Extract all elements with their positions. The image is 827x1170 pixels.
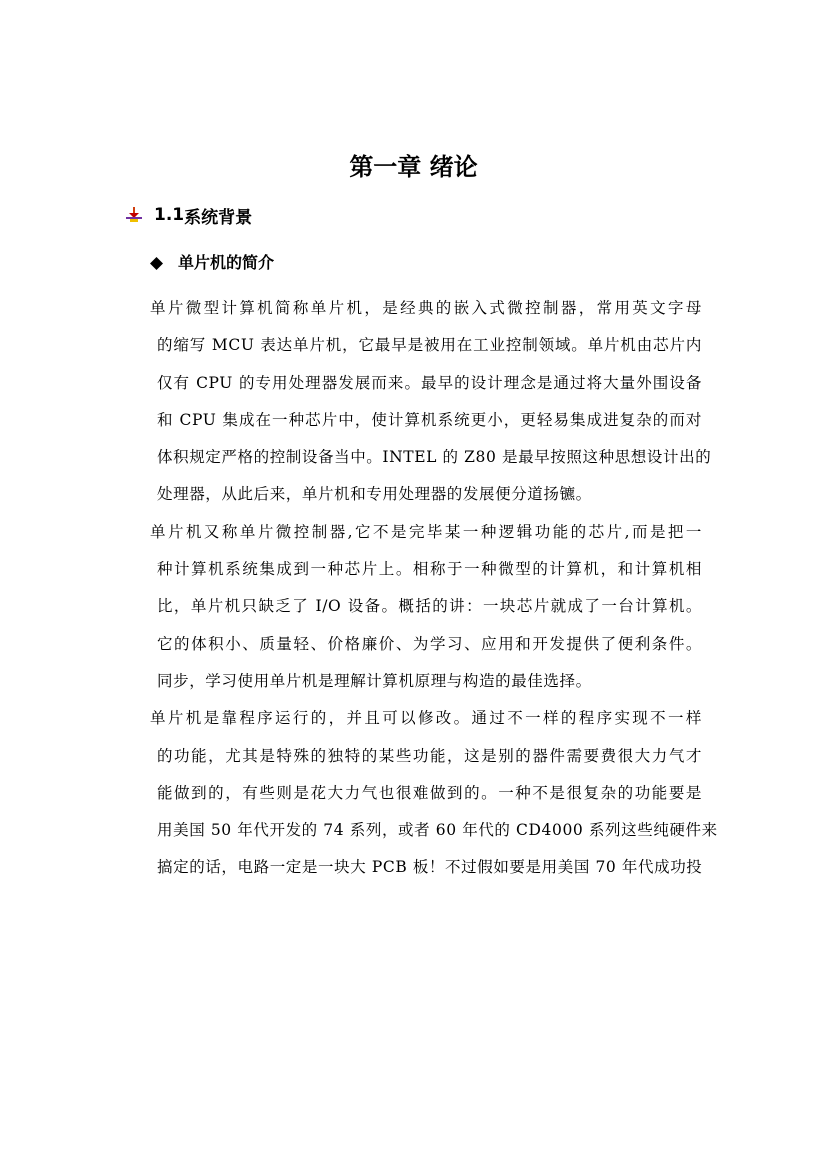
chapter-title: 第一章 绪论: [349, 152, 478, 181]
section-heading: [126, 202, 252, 228]
black-diamond-bullet-icon: [150, 255, 163, 268]
paragraph-line: 单片机又称单片微控制器,它不是完毕某一种逻辑功能的芯片,而是把一: [150, 522, 702, 541]
section-number: 1.1: [154, 205, 185, 225]
paragraph-3: [126, 700, 718, 886]
paragraph-line: 单片微型计算机简称单片机，是经典的嵌入式微控制器，常用英文字母: [150, 299, 702, 317]
paragraph-line: 能做到的，有些则是花大力气也很难做到的。一种不是很复杂的功能要是: [157, 783, 702, 802]
subsection-title: 单片机的简介: [178, 252, 275, 272]
paragraph-1: [126, 290, 712, 514]
paragraph-line: 同步，学习使用单片机是理解计算机原理与构造的最佳选择。: [157, 671, 592, 690]
paragraph-line: 仅有 CPU 的专用处理器发展而来。最早的设计理念是通过将大量外围设备: [157, 373, 702, 392]
paragraph-line: 单片机是靠程序运行的，并且可以修改。通过不一样的程序实现不一样: [150, 709, 702, 728]
paragraph-line: 体积规定严格的控制设备当中。INTEL 的 Z80 是最早按照这种思想设计出的: [157, 448, 712, 467]
paragraph-line: 搞定的话，电路一定是一块大 PCB 板！不过假如要是用美国 70 年代成功投: [157, 858, 703, 877]
paragraph-line: 的缩写 MCU 表达单片机，它最早是被用在工业控制领域。单片机由芯片内: [157, 336, 702, 355]
section-title: 系统背景: [184, 207, 253, 228]
paragraph-line: 的功能，尤其是特殊的独特的某些功能，这是别的器件需要费很大力气才: [157, 746, 702, 765]
paragraph-2: [126, 514, 702, 700]
paragraph-line: 和 CPU 集成在一种芯片中，使计算机系统更小，更轻易集成进复杂的而对: [157, 410, 702, 429]
subsection-heading: [150, 249, 274, 273]
paragraph-line: 处理器，从此后来，单片机和专用处理器的发展便分道扬镳。: [157, 485, 592, 504]
paragraph-line: 用美国 50 年代开发的 74 系列，或者 60 年代的 CD4000 系列这些纯硬件来: [157, 821, 718, 840]
paragraph-line: 种计算机系统集成到一种芯片上。相称于一种微型的计算机，和计算机相: [157, 560, 702, 579]
red-yellow-arrow-bullet-icon: [126, 207, 142, 223]
paragraph-line: 它的体积小、质量轻、价格廉价、为学习、应用和开发提供了便利条件。: [157, 634, 702, 653]
paragraph-line: 比，单片机只缺乏了 I/O 设备。概括的讲：一块芯片就成了一台计算机。: [157, 597, 702, 616]
body-text: [126, 290, 718, 887]
